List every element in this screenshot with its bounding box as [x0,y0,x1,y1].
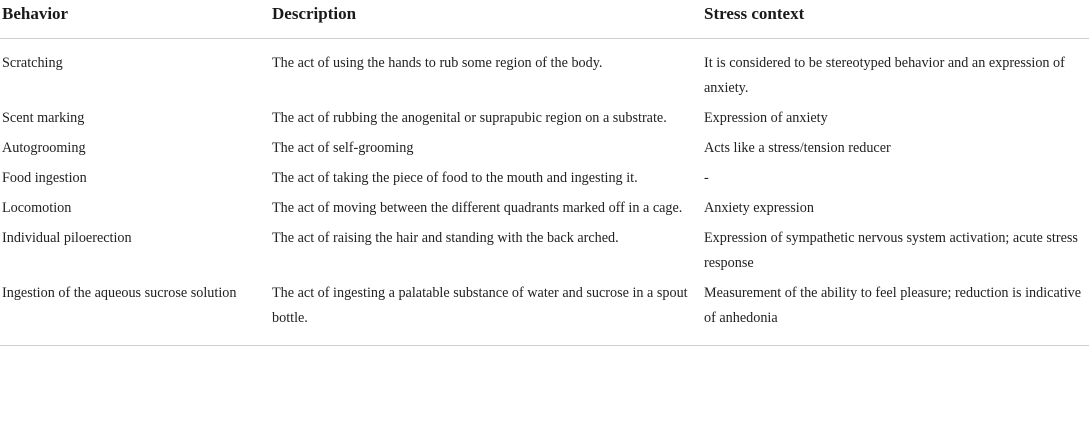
cell-description: The act of ingesting a palatable substance of water and sucrose in a spout bottle. [272,281,704,346]
cell-behavior: Locomotion [2,200,72,216]
cell-behavior: Ingestion of the aqueous sucrose solution [0,281,272,346]
header-row [0,0,1089,39]
table-row [0,226,1089,281]
cell-description: The act of self-grooming [272,140,414,156]
cell-description: The act of raising the hair and standing with the back arched. [272,230,619,246]
cell-description: The act of rubbing the anogenital or suprapubic region on a substrate. [272,110,667,126]
cell-behavior: Autogrooming [2,140,86,156]
cell-description: The act of using the hands to rub some region of the body. [272,55,603,71]
cell-description: The act of taking the piece of food to the mouth and ingesting it. [272,170,638,186]
table-row [0,281,1089,346]
cell-stress-context: - [704,170,709,186]
table-body [0,39,1089,346]
header-behavior: Behavior [0,0,272,39]
table-row [0,136,1089,166]
cell-behavior: Individual piloerection [2,230,132,246]
cell-stress-context: Expression of anxiety [704,110,828,126]
table-row [0,196,1089,226]
cell-stress-context: Measurement of the ability to feel pleasure; reduction is indicative of anhedonia [704,281,1089,346]
header-stress-context: Stress context [704,0,1089,39]
cell-behavior: Food ingestion [2,170,87,186]
cell-behavior: Scratching [2,55,63,71]
table-header [0,0,1089,39]
table-row [0,166,1089,196]
cell-stress-context: Anxiety expression [704,200,814,216]
cell-stress-context: Acts like a stress/tension reducer [704,140,891,156]
cell-stress-context: It is considered to be stereotyped behavior and an expression of anxiety. [704,55,1065,96]
cell-behavior: Scent marking [2,110,85,126]
header-description: Description [272,0,704,39]
table-row [0,39,1089,107]
cell-stress-context: Expression of sympathetic nervous system activation; acute stress response [704,230,1078,271]
table-row [0,106,1089,136]
cell-description: The act of moving between the different quadrants marked off in a cage. [272,200,683,216]
